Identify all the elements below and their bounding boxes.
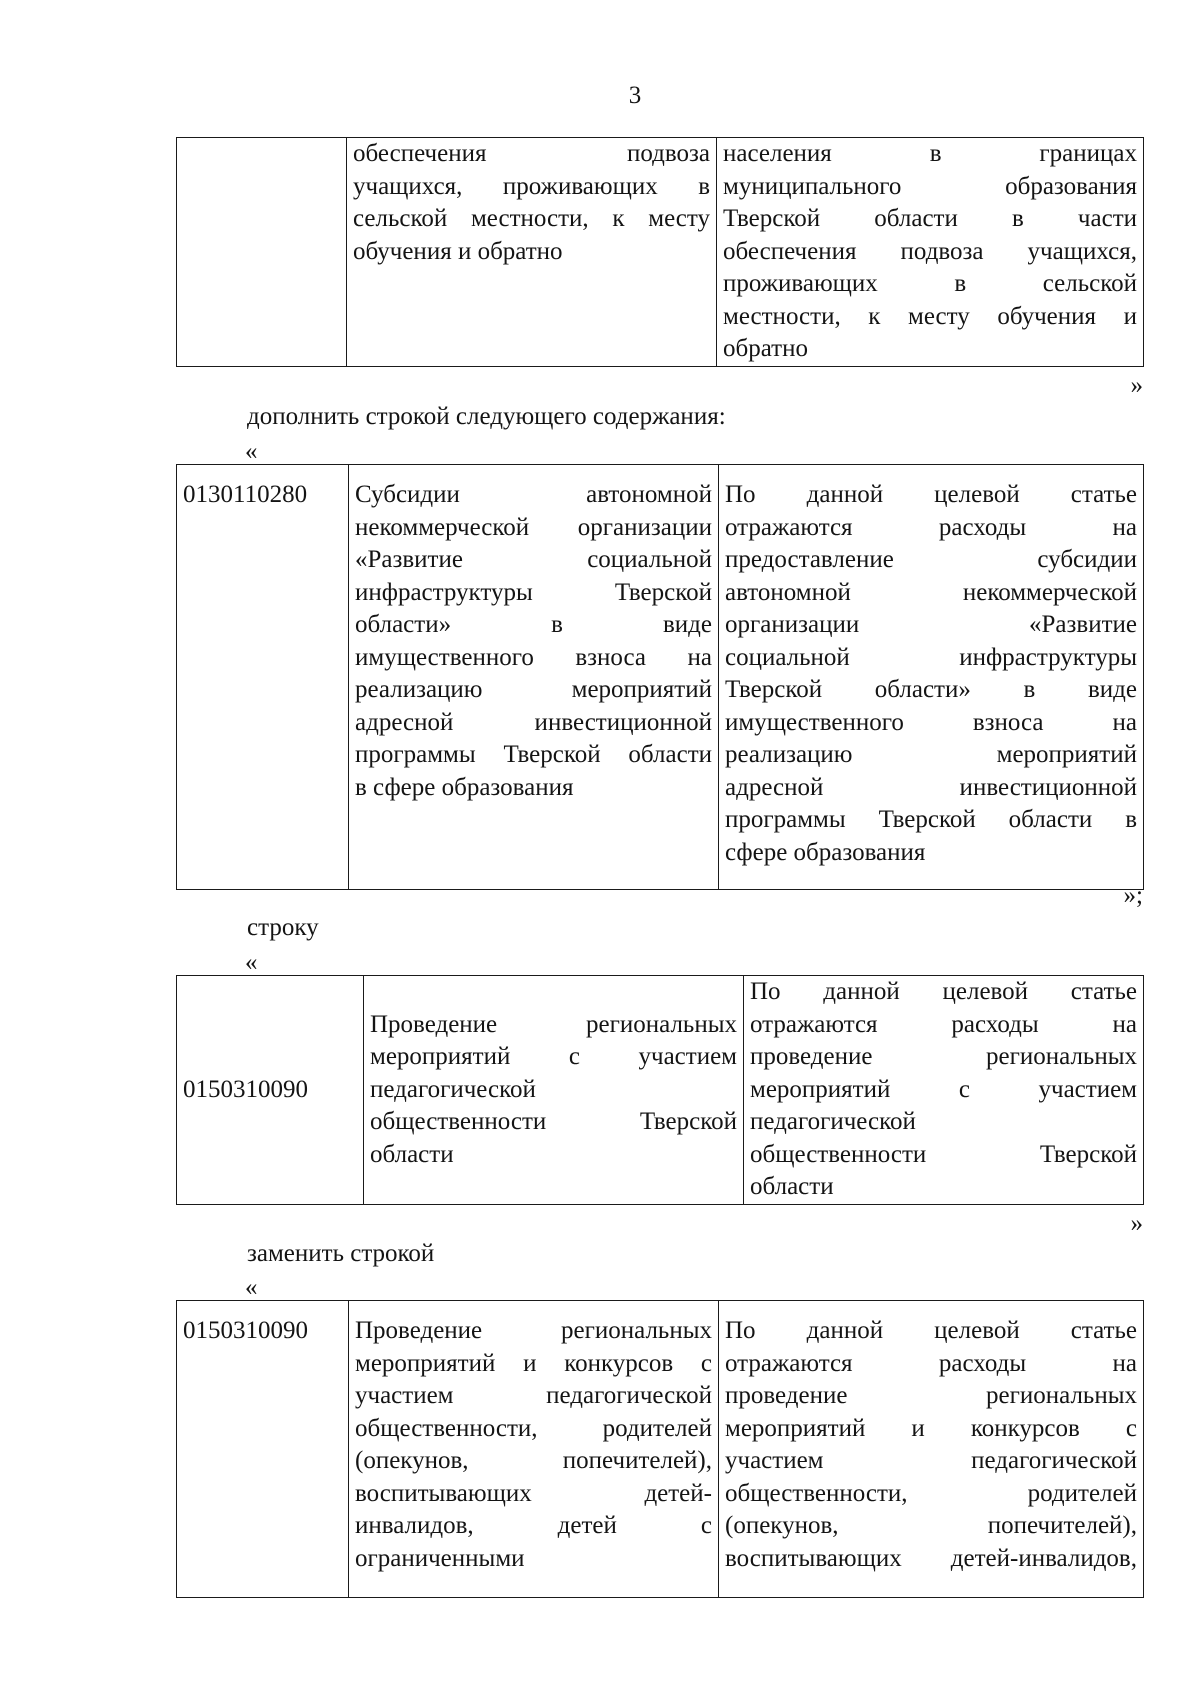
page-number: 3 <box>628 82 642 109</box>
explanation-cell <box>744 976 1144 1205</box>
text-line: Тверской области» в виде <box>725 676 1137 703</box>
table-row <box>177 465 1144 890</box>
text-line: участием педагогической <box>355 1382 712 1409</box>
text-line: инфраструктуры Тверской <box>355 578 712 606</box>
table-row <box>177 138 1144 367</box>
instruction-text: дополнить строкой следующего содержания: <box>247 403 726 430</box>
description-cell <box>364 976 744 1205</box>
text-line: в сфере образования <box>355 773 574 801</box>
text-line: обеспечения подвоза учащихся, <box>723 237 1137 265</box>
text-line: педагогической <box>370 1075 536 1103</box>
text-line: проживающих в сельской <box>723 270 1137 297</box>
text-line: проведение региональных <box>725 1382 1137 1409</box>
closing-quote: »; <box>1123 882 1143 909</box>
text-line: имущественного взноса на <box>725 708 1137 736</box>
table-row <box>177 1301 1144 1598</box>
text-line: автономной некоммерческой <box>725 578 1137 606</box>
text-line: общественности Тверской <box>750 1140 1137 1168</box>
text-line: программы Тверской области в <box>725 806 1137 833</box>
text-line: адресной инвестиционной <box>725 773 1137 801</box>
code-cell: 0130110280 <box>177 465 349 890</box>
text-line: проведение региональных <box>750 1043 1137 1071</box>
text-line: адресной инвестиционной <box>355 708 712 736</box>
text-line: муниципального образования <box>723 172 1137 200</box>
text-line: мероприятий с участием <box>370 1043 737 1071</box>
text-line: отражаются расходы на <box>725 1349 1137 1377</box>
text-line: области <box>370 1140 454 1168</box>
text-line: обратно <box>723 335 808 362</box>
text-line: мероприятий и конкурсов с <box>725 1414 1137 1442</box>
text-line: программы Тверской области <box>355 741 712 768</box>
closing-quote: » <box>1130 1210 1143 1237</box>
text-line: Тверской области в части <box>723 205 1137 232</box>
code-cell: 0150310090 <box>177 976 364 1205</box>
text-line: Субсидии автономной <box>355 481 712 508</box>
text-line: сфере образования <box>725 838 926 866</box>
text-line: общественности, родителей <box>725 1479 1137 1507</box>
table-row <box>177 976 1144 1205</box>
text-line: социальной инфраструктуры <box>725 643 1137 671</box>
code-cell <box>177 138 347 367</box>
text-line: инвалидов, детей с <box>355 1512 712 1539</box>
code-cell: 0150310090 <box>177 1301 349 1598</box>
budget-table-continuation <box>176 137 1144 367</box>
text-line: населения в границах <box>723 140 1137 167</box>
text-line: имущественного взноса на <box>355 643 712 671</box>
text-line: Проведение региональных <box>355 1317 712 1344</box>
text-line: общественности, родителей <box>355 1414 712 1442</box>
description-cell <box>349 1301 719 1598</box>
opening-quote: « <box>245 1274 258 1301</box>
description-cell <box>347 138 717 367</box>
text-line: По данной целевой статье <box>725 481 1137 508</box>
text-line: (опекунов, попечителей), <box>355 1447 712 1474</box>
text-line: обеспечения подвоза <box>353 140 710 167</box>
instruction-text: заменить строкой <box>247 1240 435 1267</box>
text-line: (опекунов, попечителей), <box>725 1512 1137 1539</box>
text-line: Проведение региональных <box>370 1010 737 1038</box>
budget-table-replacement-row <box>176 1300 1144 1598</box>
text-line: ограниченными <box>355 1544 525 1572</box>
text-line: отражаются расходы на <box>750 1010 1137 1038</box>
text-line: некоммерческой организации <box>355 513 712 541</box>
text-line: обучения и обратно <box>353 237 563 265</box>
opening-quote: « <box>245 949 258 976</box>
budget-table-new-row <box>176 464 1144 890</box>
instruction-text: строку <box>247 914 319 941</box>
text-line: По данной целевой статье <box>750 978 1137 1006</box>
text-line: общественности Тверской <box>370 1108 737 1136</box>
text-line: предоставление субсидии <box>725 546 1137 573</box>
text-line: воспитывающих детей- <box>355 1479 712 1507</box>
explanation-cell <box>717 138 1144 367</box>
text-line: воспитывающих детей-инвалидов, <box>725 1544 1137 1572</box>
explanation-cell <box>719 465 1144 890</box>
text-line: По данной целевой статье <box>725 1317 1137 1344</box>
text-line: области» в виде <box>355 611 712 638</box>
text-line: местности, к месту обучения и <box>723 302 1137 330</box>
opening-quote: « <box>245 438 258 465</box>
explanation-cell <box>719 1301 1144 1598</box>
text-line: сельской местности, к месту <box>353 205 710 232</box>
text-line: области <box>750 1173 834 1201</box>
text-line: реализацию мероприятий <box>725 741 1137 768</box>
text-line: учащихся, проживающих в <box>353 172 710 200</box>
text-line: участием педагогической <box>725 1447 1137 1474</box>
text-line: мероприятий с участием <box>750 1075 1137 1103</box>
description-cell <box>349 465 719 890</box>
text-line: «Развитие социальной <box>355 546 712 573</box>
text-line: отражаются расходы на <box>725 513 1137 541</box>
text-line: педагогической <box>750 1108 916 1136</box>
text-line: реализацию мероприятий <box>355 676 712 703</box>
budget-table-old-row <box>176 975 1144 1205</box>
text-line: организации «Развитие <box>725 611 1137 638</box>
text-line: мероприятий и конкурсов с <box>355 1349 712 1377</box>
closing-quote: » <box>1130 372 1143 399</box>
